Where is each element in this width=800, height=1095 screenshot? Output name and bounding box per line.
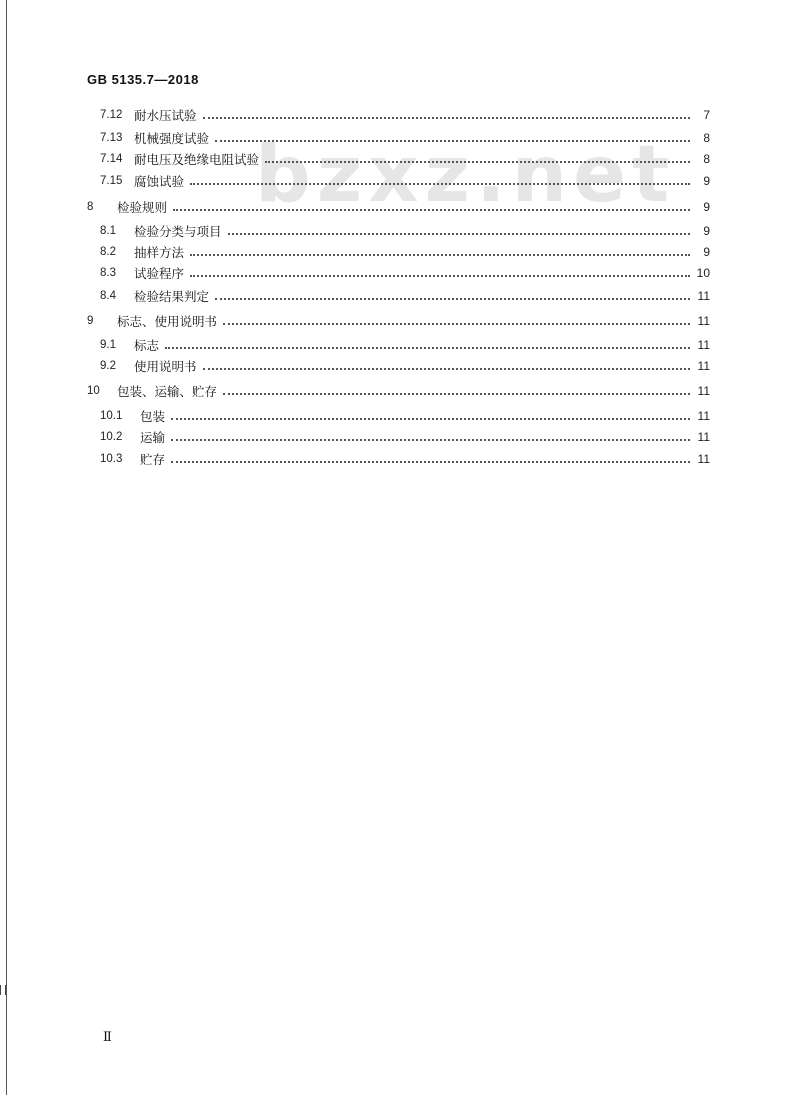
toc-entry-page: 11 — [697, 384, 710, 398]
toc-entry-number: 10.1 — [100, 410, 123, 422]
toc-entry-title: 包装 — [140, 409, 166, 424]
toc-entry-number: 10.2 — [100, 431, 123, 443]
toc-entry-page: 9 — [703, 200, 710, 214]
toc-entry-number: 10 — [87, 385, 100, 397]
toc-entry-page: 9 — [703, 174, 710, 188]
toc-entry-page: 9 — [703, 245, 710, 259]
toc-entry-page: 11 — [697, 359, 710, 373]
toc-leader-dots — [265, 160, 690, 163]
toc-leader-dots — [171, 417, 690, 420]
toc-entry[interactable] — [100, 357, 710, 375]
toc-entry-page: 11 — [697, 452, 710, 466]
toc-entry-title: 检验分类与项目 — [134, 224, 222, 239]
binding-mark — [0, 985, 6, 995]
toc-entry[interactable] — [87, 198, 710, 216]
toc-entry-number: 8.1 — [100, 225, 116, 237]
toc-leader-dots — [171, 438, 690, 441]
toc-entry-title: 机械强度试验 — [134, 131, 210, 146]
toc-leader-dots — [171, 460, 690, 463]
toc-leader-dots — [190, 253, 690, 256]
toc-entry[interactable] — [100, 336, 710, 354]
toc-entry-page: 7 — [703, 108, 710, 122]
toc-entry[interactable] — [100, 264, 710, 282]
watermark-text: bzxz.net — [255, 130, 676, 220]
toc-entry-page: 9 — [703, 224, 710, 238]
toc-entry-page: 11 — [697, 430, 710, 444]
toc-leader-dots — [203, 116, 690, 119]
toc-entry[interactable] — [100, 450, 710, 468]
toc-entry-title: 标志 — [134, 338, 160, 353]
toc-entry-number: 7.13 — [100, 132, 123, 144]
toc-entry-page: 11 — [697, 409, 710, 423]
toc-entry-number: 9.2 — [100, 360, 116, 372]
toc-entry-title: 耐电压及绝缘电阻试验 — [134, 152, 260, 167]
toc-entry-page: 11 — [697, 289, 710, 303]
toc-entry-title: 贮存 — [140, 452, 166, 467]
toc-leader-dots — [203, 367, 690, 370]
binding-margin-line — [6, 0, 7, 1095]
toc-entry-number: 8.4 — [100, 290, 116, 302]
toc-entry-title: 检验结果判定 — [134, 289, 210, 304]
toc-leader-dots — [215, 297, 690, 300]
toc-entry[interactable] — [100, 428, 710, 446]
toc-entry-number: 8.2 — [100, 246, 116, 258]
toc-entry-number: 9 — [87, 315, 94, 327]
toc-entry-title: 耐水压试验 — [134, 108, 197, 123]
toc-leader-dots — [173, 208, 690, 211]
toc-entry[interactable] — [100, 407, 710, 425]
toc-entry-number: 7.14 — [100, 153, 123, 165]
toc-entry-number: 7.12 — [100, 109, 123, 121]
toc-entry[interactable] — [100, 243, 710, 261]
page-number-footer: Ⅱ — [103, 1030, 112, 1045]
toc-entry[interactable] — [100, 172, 710, 190]
toc-entry-title: 检验规则 — [117, 200, 168, 215]
toc-leader-dots — [215, 139, 690, 142]
toc-entry[interactable] — [100, 222, 710, 240]
toc-entry-title: 运输 — [140, 430, 166, 445]
toc-entry-page: 10 — [696, 266, 710, 280]
toc-entry-number: 7.15 — [100, 175, 123, 187]
toc-entry-number: 8.3 — [100, 267, 116, 279]
toc-leader-dots — [223, 392, 690, 395]
toc-entry[interactable] — [87, 382, 710, 400]
toc-entry-title: 包装、运输、贮存 — [117, 384, 218, 399]
toc-entry-page: 11 — [697, 314, 710, 328]
toc-entry-title: 抽样方法 — [134, 245, 185, 260]
toc-entry-title: 试验程序 — [134, 266, 185, 281]
toc-entry-title: 标志、使用说明书 — [117, 314, 218, 329]
toc-leader-dots — [165, 346, 690, 349]
toc-entry[interactable] — [100, 150, 710, 168]
toc-entry-page: 11 — [697, 338, 710, 352]
toc-entry-title: 腐蚀试验 — [134, 174, 185, 189]
toc-entry[interactable] — [87, 312, 710, 330]
toc-entry-number: 8 — [87, 201, 94, 213]
toc-entry[interactable] — [100, 129, 710, 147]
toc-entry-number: 9.1 — [100, 339, 116, 351]
toc-entry[interactable] — [100, 287, 710, 305]
toc-leader-dots — [190, 182, 690, 185]
toc-leader-dots — [228, 232, 690, 235]
toc-entry[interactable] — [100, 106, 710, 124]
toc-entry-page: 8 — [703, 131, 710, 145]
toc-entry-page: 8 — [703, 152, 710, 166]
toc-leader-dots — [190, 274, 690, 277]
toc-entry-title: 使用说明书 — [134, 359, 197, 374]
standard-number-header: GB 5135.7—2018 — [87, 72, 199, 87]
toc-entry-number: 10.3 — [100, 453, 123, 465]
toc-leader-dots — [223, 322, 690, 325]
